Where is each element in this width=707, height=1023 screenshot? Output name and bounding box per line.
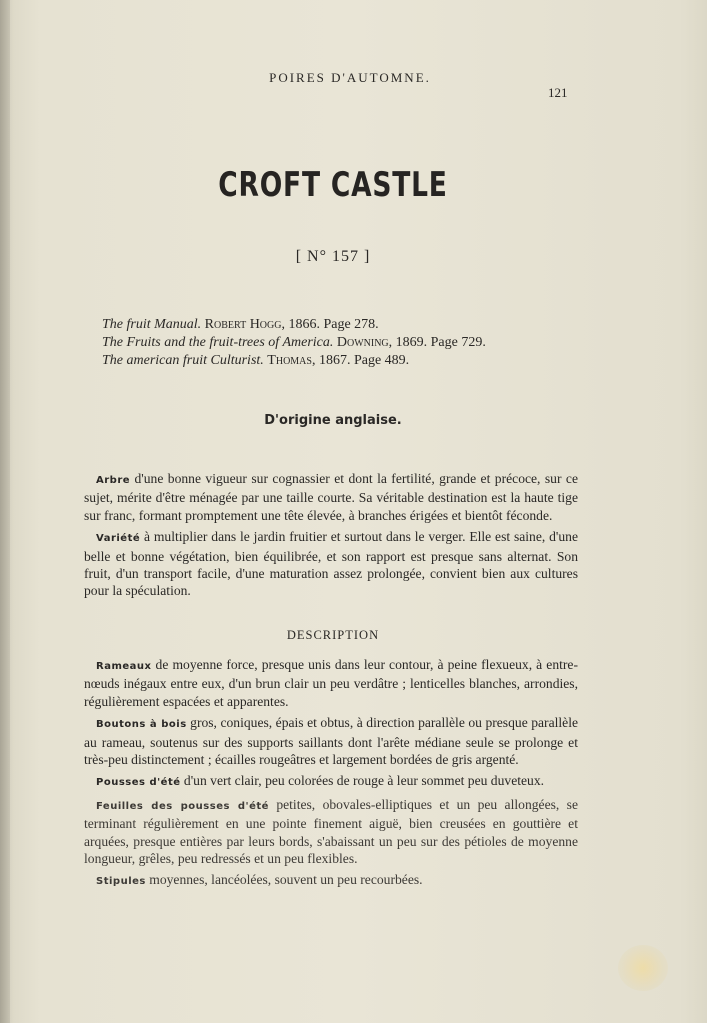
reference-item	[102, 316, 622, 334]
paper-stain	[618, 945, 668, 991]
paragraph	[84, 528, 578, 600]
paragraph-text: d'une bonne vigueur sur cognassier et dont la fertilité, grande et précoce, sur ce sujet, mérite d'être ménagée par une taille courte. Sa véritable destination est la haute tige sur franc, formant promptement une tête élevée, à branches érigées et bientôt féconde.	[84, 471, 578, 523]
paragraph	[84, 656, 578, 710]
reference-title: The Fruits and the fruit-trees of America.	[102, 335, 334, 350]
page-title: CROFT CASTLE	[218, 165, 448, 205]
reference-item	[102, 334, 622, 352]
reference-details: , 1866. Page 278.	[281, 317, 379, 332]
reference-item	[102, 352, 622, 370]
paragraph-lead: Pousses d'été	[96, 777, 181, 789]
intro-text	[84, 470, 578, 604]
running-head: POIRES D'AUTOMNE.	[269, 70, 431, 85]
paragraph-text: d'un vert clair, peu colorées de rouge à leur sommet peu duveteux.	[180, 773, 545, 789]
references-list	[102, 316, 622, 370]
paragraph-lead: Arbre	[96, 475, 131, 486]
paragraph-text: de moyenne force, presque unis dans leur contour, à peine flexueux, à entre-nœuds inégaux entre eux, d'un brun clair un peu verdâtre ; lenticelles blanches, arrondies, régulièrement espacées et apparentes.	[84, 657, 578, 709]
paragraph	[84, 871, 578, 890]
description-text	[84, 656, 578, 895]
page-spine-shadow	[0, 0, 10, 1023]
paragraph-lead: Stipules	[96, 876, 146, 888]
paragraph	[84, 796, 578, 868]
paragraph-lead: Variété	[96, 533, 141, 545]
paragraph	[84, 772, 578, 791]
paragraph	[84, 470, 578, 524]
page-number: 121	[548, 85, 568, 100]
reference-title: The american fruit Culturist.	[102, 353, 264, 368]
reference-author: Robert Hogg	[204, 317, 282, 332]
variety-number: [ N° 157 ]	[295, 248, 371, 265]
paragraph-lead: Feuilles des pousses d'été	[96, 800, 269, 812]
reference-author: Thomas	[267, 353, 312, 368]
reference-details: , 1869. Page 729.	[388, 335, 486, 350]
reference-author: Downing	[336, 335, 389, 350]
paragraph	[84, 714, 578, 768]
paragraph-lead: Boutons à bois	[96, 719, 187, 731]
reference-title: The fruit Manual.	[102, 317, 202, 332]
paragraph-text: moyennes, lancéolées, souvent un peu recourbées.	[145, 872, 423, 888]
description-heading: DESCRIPTION	[286, 628, 380, 642]
paragraph-text: petites, obovales-elliptiques et un peu allongées, se terminant régulièrement en une pointe finement aiguë, bien creusées en gouttière et arquées, presque entières par leurs bords, s'abaissant un peu sur des pétioles de moyenne longueur, grêles, peu redressés et un peu flexibles.	[84, 796, 578, 867]
paragraph-lead: Rameaux	[96, 661, 152, 672]
paragraph-text: gros, coniques, épais et obtus, à direction parallèle ou presque parallèle au rameau, soutenus sur des supports saillants dont l'arête médiane seule se prolonge et très-peu distinctement ; écailles rougeâtres et largement bordées de gris argenté.	[84, 715, 579, 768]
reference-details: , 1867. Page 489.	[311, 353, 410, 368]
origin-heading: D'origine anglaise.	[264, 413, 402, 428]
paragraph-text: à multiplier dans le jardin fruitier et surtout dans le verger. Elle est saine, d'une belle et bonne végétation, bien équilibrée, et son rapport est presque sans alternat. Son fruit, d'un transport facile, d'une maturation assez prolongée, convient bien aux cultures pour la spéculation.	[84, 529, 578, 599]
